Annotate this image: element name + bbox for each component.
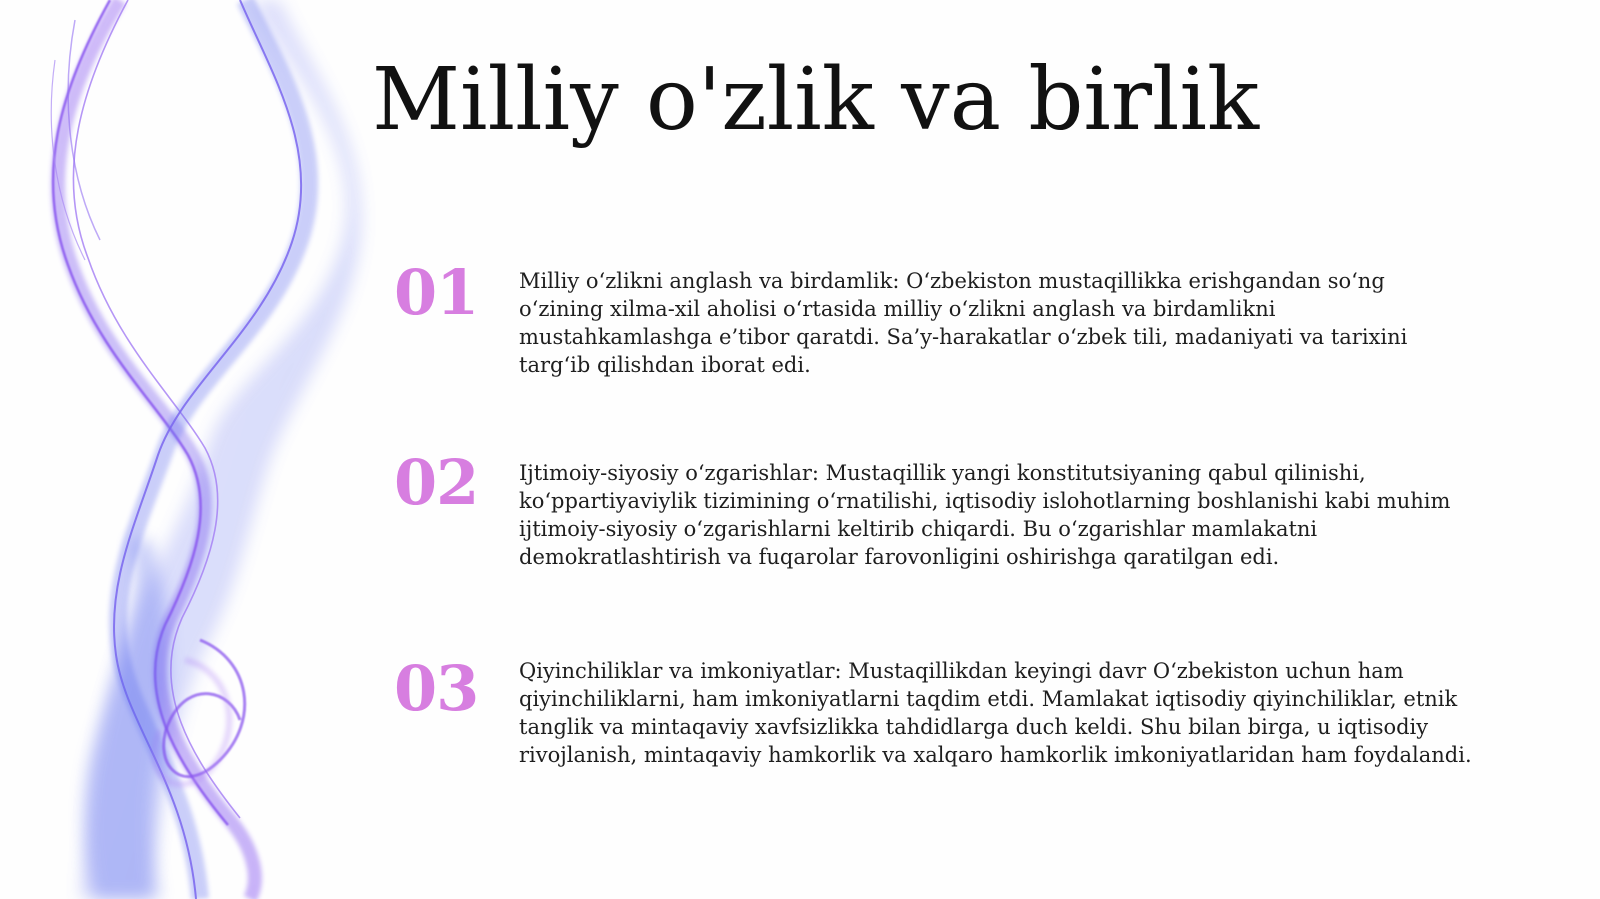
slide-title: Milliy o'zlik va birlik xyxy=(372,50,1260,150)
item-number: 02 xyxy=(394,446,479,519)
item-text: Milliy o‘zlikni anglash va birdamlik: O‘zbekiston mustaqillikka erishgandan so‘ng o‘zining xilma-xil aholisi o‘rtasida milliy o‘zlikni anglash va birdamlikni mustahkamlashga e’tibor qaratdi. Sa’y-harakatlar o‘zbek tili, madaniyati va tarixini targ‘ib qilishdan iborat edi. xyxy=(519,269,1408,377)
purple-smoke-decoration xyxy=(0,0,380,899)
item-text: Qiyinchiliklar va imkoniyatlar: Mustaqillikdan keyingi davr O‘zbekiston uchun ham qiyinchiliklarni, ham imkoniyatlarni taqdim etdi. Mamlakat iqtisodiy qiyinchiliklar, etnik tanglik va mintaqaviy xavfsizlikka tahdidlarga duch keldi. Shu bilan birga, u iqtisodiy rivojlanish, mintaqaviy hamkorlik va xalqaro hamkorlik imkoniyatlaridan ham foydalandi. xyxy=(519,659,1472,767)
item-number: 03 xyxy=(394,652,479,725)
item-text: Ijtimoiy-siyosiy o‘zgarishlar: Mustaqillik yangi konstitutsiyaning qabul qilinishi, ko‘ppartiyaviylik tizimining o‘rnatilishi, iqtisodiy islohotlarning boshlanishi kabi muhim ijtimoiy-siyosiy o‘zgarishlarni keltirib chiqardi. Bu o‘zgarishlar mamlakatni demokratlashtirish va fuqarolar farovonligini oshirishga qaratilgan edi. xyxy=(519,461,1451,569)
item-number: 01 xyxy=(394,256,479,329)
